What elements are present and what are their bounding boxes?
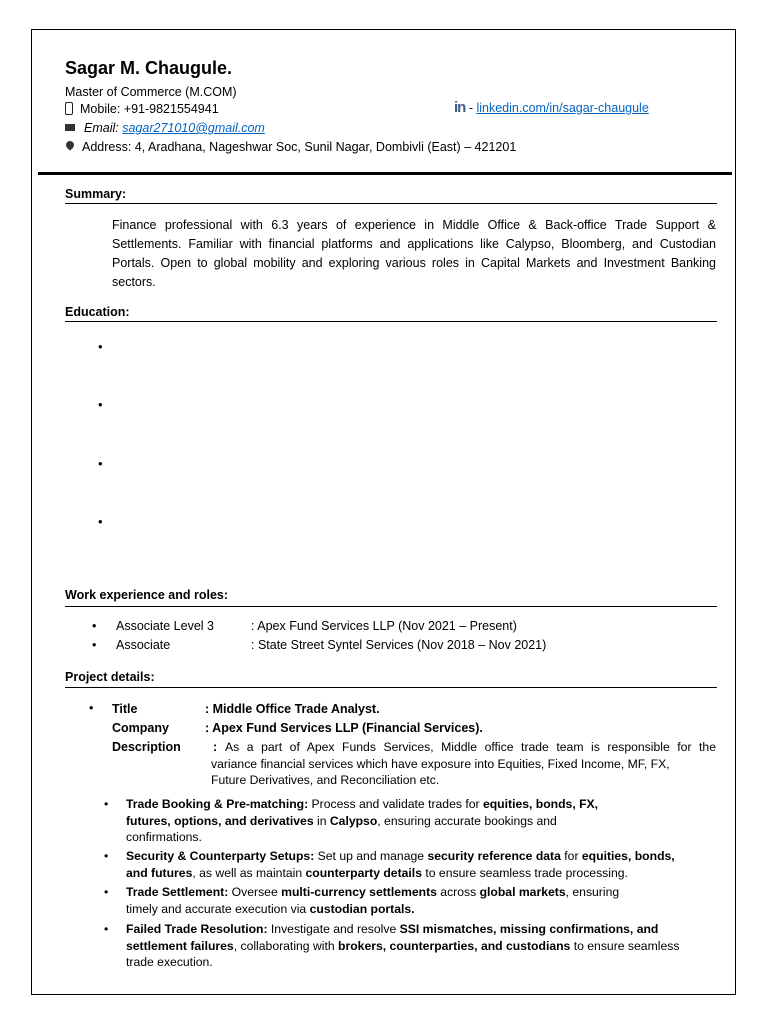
responsibility-text: multi-currency settlements (281, 885, 437, 899)
work-bullet: • (92, 638, 97, 652)
work-company: : Apex Fund Services LLP (Nov 2021 – Present) (251, 619, 517, 633)
responsibility-text: , ensuring accurate bookings and (377, 813, 557, 828)
responsibility-line (126, 954, 706, 971)
responsibility-bullet: • (104, 797, 109, 811)
responsibility-text: equities, bonds, (581, 849, 675, 863)
education-bullet: • (98, 514, 103, 529)
address: Address: 4, Aradhana, Nageshwar Soc, Sunil Nagar, Dombivli (East) – 421201 (82, 140, 517, 154)
summary-rule (65, 203, 717, 204)
responsibility-text: Failed Trade Resolution: (126, 922, 268, 936)
project-bullet: • (89, 701, 94, 715)
responsibility-text: and futures (126, 865, 193, 880)
education-heading: Education: (65, 305, 130, 319)
responsibility-line (126, 848, 706, 865)
responsibility-line (126, 901, 706, 918)
project-company-value: : Apex Fund Services LLP (Financial Services). (205, 721, 483, 735)
responsibility-text: custodian portals. (309, 901, 415, 916)
responsibility-text: for (560, 849, 582, 863)
project-description-label: Description (112, 740, 181, 754)
responsibility-text: Calypso (329, 813, 378, 828)
projects-rule (65, 687, 717, 688)
responsibility-text: Investigate and resolve (267, 922, 400, 936)
project-title-value: : Middle Office Trade Analyst. (205, 702, 380, 716)
project-title-label: Title (112, 702, 138, 716)
responsibility-text: Security & Counterparty Setups: (126, 849, 315, 863)
responsibility-text: settlement failures (126, 938, 234, 953)
summary-text: Finance professional with 6.3 years of experience in Middle Office & Back-office Trade Support & Settlements. Familiar with financial platforms and applications like Calypso, Bloomberg, and Custodian Portals. Open to global mobility and exploring various roles in Capital Markets and Investment Banking sectors. (112, 218, 716, 289)
responsibility-bullet: • (104, 922, 109, 936)
work-role: Associate (116, 638, 171, 652)
linkedin-row (454, 99, 649, 116)
work-rule (65, 606, 717, 607)
location-icon (64, 139, 75, 150)
phone-icon (65, 102, 73, 115)
responsibility-text: , collaborating with (233, 938, 339, 953)
responsibility-bullet: • (104, 885, 109, 899)
education-bullet: • (98, 397, 103, 412)
responsibility-line (126, 938, 706, 955)
responsibility-text: futures, options, and derivatives (126, 813, 314, 828)
mobile-number: Mobile: +91-9821554941 (80, 102, 219, 116)
projects-heading: Project details: (65, 670, 155, 684)
responsibility-text: security reference data (427, 849, 561, 863)
responsibility-line (126, 796, 706, 813)
responsibility-item (104, 796, 706, 846)
responsibility-text: , ensuring (565, 885, 620, 899)
project-description-line: variance financial services which have exposure into Equities, Fixed Income, MF, FX, (211, 757, 670, 771)
responsibility-text: , as well as maintain (192, 865, 306, 880)
education-bullet: • (98, 339, 103, 354)
responsibility-text: trade execution. (126, 955, 213, 969)
linkedin-dash: - (465, 101, 477, 115)
responsibility-text: global markets (479, 885, 566, 899)
responsibility-text: Process and validate trades for (308, 797, 483, 811)
summary-heading: Summary: (65, 187, 127, 201)
responsibility-line (126, 813, 706, 830)
responsibility-line (126, 829, 706, 846)
responsibility-bullet: • (104, 849, 109, 863)
project-company-label: Company (112, 721, 169, 735)
email-link[interactable]: sagar271010@gmail.com (122, 121, 265, 135)
responsibility-item (104, 848, 706, 881)
email-icon (65, 124, 75, 131)
responsibility-line (126, 884, 706, 901)
work-company: : State Street Syntel Services (Nov 2018 – Nov 2021) (251, 638, 547, 652)
responsibility-item (104, 884, 706, 917)
header-divider (38, 172, 732, 175)
responsibility-item (104, 921, 706, 971)
responsibility-text: to ensure seamless (570, 938, 680, 953)
linkedin-link[interactable]: linkedin.com/in/sagar-chaugule (476, 101, 649, 115)
responsibility-text: confirmations. (126, 830, 202, 844)
responsibility-line (126, 865, 706, 882)
work-bullet: • (92, 619, 97, 633)
candidate-name: Sagar M. Chaugule. (65, 58, 233, 78)
project-description-line: Future Derivatives, and Reconciliation etc. (211, 773, 440, 787)
responsibility-text: Trade Booking & Pre-matching: (126, 797, 309, 811)
responsibility-text: brokers, counterparties, and custodians (338, 938, 571, 953)
responsibility-text: equities, bonds, FX, (482, 797, 599, 811)
resume-page (31, 29, 736, 995)
work-heading: Work experience and roles: (65, 588, 229, 602)
responsibility-text: Trade Settlement: (126, 885, 229, 899)
responsibility-text: SSI mismatches, missing confirmations, and (399, 922, 659, 936)
email-row (84, 121, 265, 135)
responsibility-line (126, 921, 706, 938)
degree: Master of Commerce (M.COM) (65, 85, 237, 99)
responsibility-text: counterparty details (305, 865, 422, 880)
linkedin-icon: in (454, 99, 466, 116)
responsibility-text: timely and accurate execution via (126, 901, 310, 916)
project-description-colon: : (213, 740, 218, 754)
work-role: Associate Level 3 (116, 619, 214, 633)
education-rule (65, 321, 717, 322)
project-description-line: As a part of Apex Funds Services, Middle office trade team is responsible for the (225, 740, 716, 754)
responsibility-text: Oversee (228, 885, 282, 899)
education-bullet: • (98, 456, 103, 471)
email-label: Email: (84, 121, 119, 135)
responsibility-text: to ensure seamless trade processing. (421, 865, 628, 880)
responsibility-text: across (436, 885, 480, 899)
responsibility-text: in (313, 813, 330, 828)
responsibility-text: Set up and manage (314, 849, 428, 863)
